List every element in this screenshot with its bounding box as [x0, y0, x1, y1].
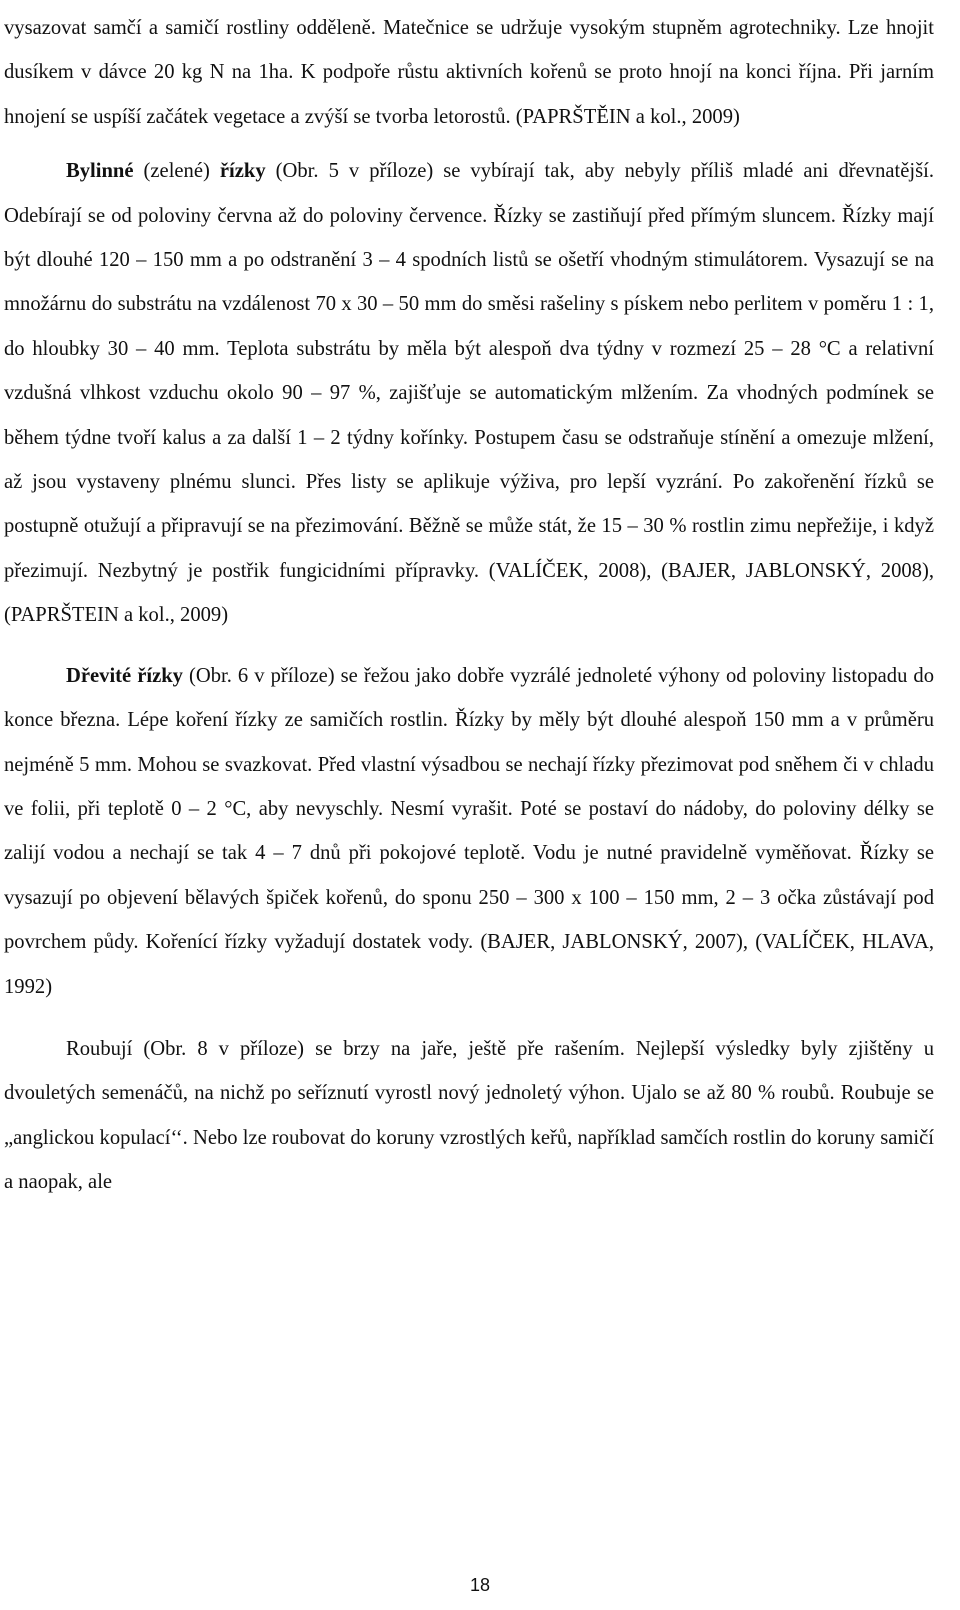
paragraph-text: Roubují (Obr. 8 v příloze) se brzy na jaře, ještě pře rašením. Nejlepší výsledky byly zjištěny u dvouletých semenáčů, na nichž po seříznutí vyrostl nový jednoletý výhon. Ujalo se až 80 % roubů. Roubuje se „anglickou kopulací‘‘. Nebo lze roubovat do koruny vzrostlých keřů, například samčích rostlin do koruny samičí a naopak, ale — [4, 1037, 934, 1194]
paragraph-matecnice — [4, 6, 934, 139]
term-rizky: řízky — [219, 160, 266, 183]
term-qualifier: (zelené) — [133, 160, 220, 183]
paragraph-text: (Obr. 5 v příloze) se vybírají tak, aby nebyly příliš mladé ani dřevnatější. Odebírají se od poloviny června až do poloviny července. Řízky se zastiňují před přímým sluncem. Řízky mají být dlouhé 120 – 150 mm a po odstranění 3 – 4 spodních listů se ošetří vhodným stimulátorem. Vysazují se na množárnu do substrátu na vzdálenost 70 x 30 – 50 mm do směsi rašeliny s pískem nebo perlitem v poměru 1 : 1, do hloubky 30 – 40 mm. Teplota substrátu by měla být alespoň dva týdny v rozmezí 25 – 28 °C a relativní vzdušná vlhkost vzduchu okolo 90 – 97 %, zajišťuje se automatickým mlžením. Za vhodných podmínek se během týdne tvoří kalus a za další 1 – 2 týdny kořínky. Postupem času se odstraňuje stínění a omezuje mlžení, až jsou vystaveny plnému slunci. Přes listy se aplikuje výživa, pro lepší vyzrání. Po zakořenění řízků se postupně otužují a připravují se na přezimování. Běžně se může stát, že 15 – 30 % rostlin zimu nepřežije, i když přezimují. Nezbytný je postřik fungicidními přípravky. (VALÍČEK, 2008), (BAJER, JABLONSKÝ, 2008), (PAPRŠTEIN a kol., 2009) — [4, 160, 935, 627]
page-number: 18 — [469, 1575, 491, 1595]
paragraph-text: (Obr. 6 v příloze) se řežou jako dobře vyzrálé jednoleté výhony od poloviny listopadu do konce března. Lépe koření řízky ze samičích rostlin. Řízky by měly být dlouhé alespoň 150 mm a v průměru nejméně 5 mm. Mohou se svazkovat. Před vlastní výsadbou se nechají řízky přezimovat pod sněhem či v chladu ve folii, při teplotě 0 – 2 °C, aby nevyschly. Nesmí vyrašit. Poté se postaví do nádoby, do poloviny délky se zalijí vodou a nechají se tak 4 – 7 dnů při pokojové teplotě. Vodu je nutné pravidelně vyměňovat. Řízky se vysazují po objevení bělavých špiček kořenů, do sponu 250 – 300 x 100 – 150 mm, 2 – 3 očka zůstávají pod povrchem půdy. Kořenící řízky vyžadují dostatek vody. (BAJER, JABLONSKÝ, 2007), (VALÍČEK, HLAVA, 1992) — [4, 664, 934, 998]
term-drevite-rizky: Dřevité řízky — [66, 664, 183, 687]
term-bylinne: Bylinné — [66, 160, 134, 183]
paragraph-bylinne-rizky — [4, 149, 934, 637]
paragraph-roubovani — [4, 1027, 934, 1205]
paragraph-drevite-rizky — [4, 654, 934, 1009]
paragraph-text: vysazovat samčí a samičí rostliny odděleně. Matečnice se udržuje vysokým stupněm agrotechniky. Lze hnojit dusíkem v dávce 20 kg N na 1ha. K podpoře růstu aktivních kořenů se proto hnojí na konci října. Při jarním hnojení se uspíší začátek vegetace a zvýší se tvorba letorostů. (PAPRŠTĚIN a kol., 2009) — [4, 17, 934, 128]
